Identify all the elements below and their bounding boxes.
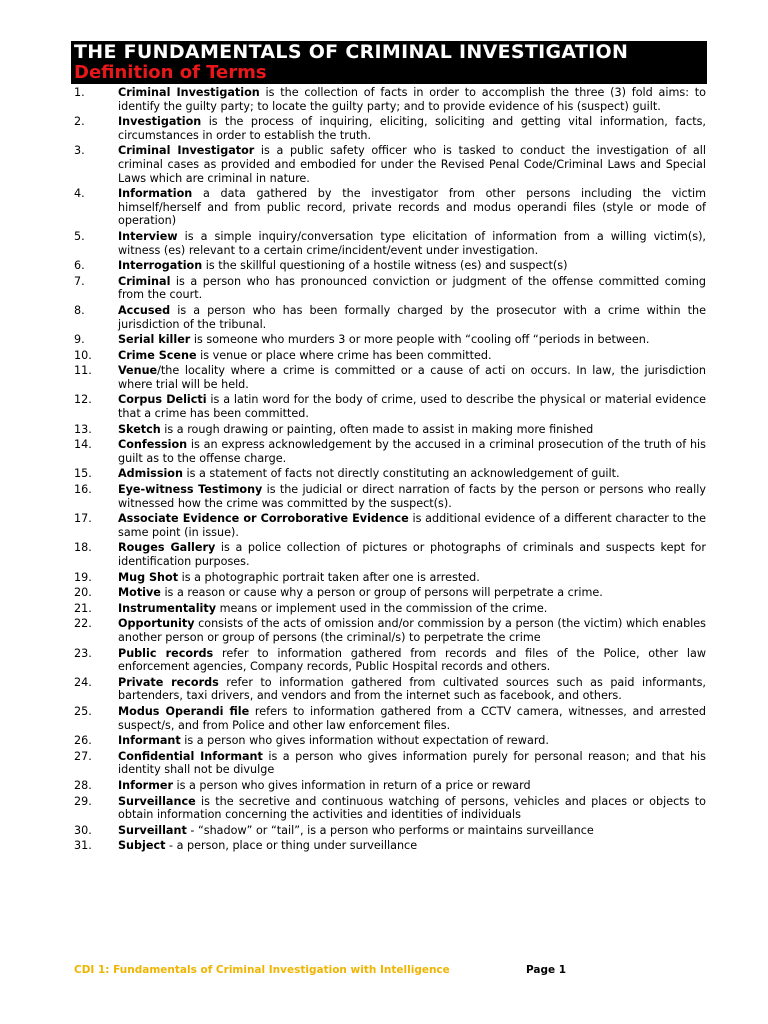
item-definition	[118, 259, 706, 273]
list-item	[74, 467, 706, 481]
item-definition	[118, 144, 706, 185]
list-item	[74, 230, 706, 257]
item-term: Accused	[118, 303, 171, 317]
item-definition	[118, 779, 706, 793]
page-footer	[74, 964, 574, 976]
item-term: Informer	[118, 778, 173, 792]
item-number: 21.	[74, 601, 92, 615]
item-number: 31.	[74, 839, 92, 853]
item-number: 22.	[74, 617, 92, 631]
item-term: Associate Evidence or Corroborative Evidence	[118, 512, 409, 526]
item-definition	[118, 617, 706, 644]
list-item	[74, 393, 706, 420]
item-definition	[118, 349, 706, 363]
item-number: 30.	[74, 823, 92, 837]
item-number: 4.	[74, 187, 85, 201]
item-number: 5.	[74, 229, 85, 243]
item-definition	[118, 750, 706, 777]
item-text: is a person who gives information in return of a price or reward	[172, 778, 531, 792]
item-definition	[118, 705, 706, 732]
item-text: - “shadow” or “tail”, is a person who performs or maintains surveillance	[186, 823, 594, 837]
item-number: 18.	[74, 541, 92, 555]
item-number: 27.	[74, 749, 92, 763]
list-item	[74, 541, 706, 568]
list-item	[74, 333, 706, 347]
item-text: is venue or place where crime has been committed.	[196, 348, 492, 362]
item-term: Information	[118, 187, 193, 201]
item-definition	[118, 86, 706, 113]
item-text: refer to information gathered from cultivated sources such as paid informants, bartenders, taxi drivers, and vendors and from the internet such as facebook, and others.	[118, 675, 706, 703]
item-number: 20.	[74, 586, 92, 600]
item-text: is the secretive and continuous watching of persons, vehicles and places or objects to obtain information concerning the activities and identities of individuals	[118, 794, 706, 822]
item-definition	[118, 541, 706, 568]
item-definition	[118, 393, 706, 420]
item-number: 8.	[74, 303, 85, 317]
item-term: Confession	[118, 438, 188, 452]
item-text: is the judicial or direct narration of facts by the person or persons who really witnessed how the crime was committed by the suspect(s).	[118, 483, 706, 510]
item-definition	[118, 512, 706, 539]
list-item	[74, 483, 706, 510]
item-definition	[118, 115, 706, 142]
item-term: Criminal Investigator	[118, 144, 255, 158]
item-definition	[118, 571, 706, 585]
list-item	[74, 364, 706, 391]
item-definition	[118, 187, 706, 228]
list-item	[74, 779, 706, 793]
item-term: Admission	[118, 467, 183, 481]
item-number: 13.	[74, 422, 92, 436]
item-term: Investigation	[118, 115, 202, 129]
item-term: Opportunity	[118, 617, 195, 631]
item-text: refer to information gathered from records and files of the Police, other law enforcement agencies, Company records, Public Hospital records and others.	[118, 646, 706, 674]
item-text: consists of the acts of omission and/or commission by a person (the victim) which enables another person or group of persons (the criminal/s) to perpetrate the crime	[118, 617, 706, 644]
item-definition	[118, 364, 706, 391]
item-number: 15.	[74, 467, 92, 481]
item-term: Sketch	[118, 422, 161, 436]
item-definition	[118, 304, 706, 331]
item-text: refers to information gathered from a CCTV camera, witnesses, and arrested suspect/s, and from Police and other law enforcement files.	[118, 704, 706, 732]
list-item	[74, 86, 706, 113]
footer-page-number: Page 1	[526, 964, 567, 976]
item-term: Rouges Gallery	[118, 541, 216, 555]
item-term: Corpus Delicti	[118, 393, 207, 407]
item-text: is a rough drawing or painting, often made to assist in making more finished	[160, 422, 594, 436]
item-number: 24.	[74, 675, 92, 689]
list-item	[74, 349, 706, 363]
item-text: /the locality where a crime is committed or a cause of acti on occurs. In law, the jurisdiction where trial will be held.	[118, 364, 706, 391]
list-item	[74, 824, 706, 838]
item-text: is a simple inquiry/conversation type elicitation of information from a willing victim(s), witness (es) relevant to a certain crime/incident/event under investigation.	[118, 229, 706, 257]
item-definition	[118, 586, 706, 600]
list-item	[74, 512, 706, 539]
item-text: is someone who murders 3 or more people with “cooling off “periods in between.	[190, 333, 650, 347]
item-number: 17.	[74, 512, 92, 526]
item-term: Informant	[118, 734, 181, 748]
item-term: Confidential Informant	[118, 749, 263, 763]
item-number: 19.	[74, 570, 92, 584]
item-number: 3.	[74, 144, 85, 158]
list-item	[74, 750, 706, 777]
list-item	[74, 676, 706, 703]
item-text: means or implement used in the commission of the crime.	[216, 601, 548, 615]
item-text: is a police collection of pictures or photographs of criminals and suspects kept for identification purposes.	[118, 541, 707, 568]
list-item	[74, 187, 706, 228]
item-number: 26.	[74, 734, 92, 748]
list-item	[74, 438, 706, 465]
header-bar	[71, 41, 707, 84]
item-definition	[118, 676, 706, 703]
definition-list	[74, 86, 706, 855]
item-text: is the collection of facts in order to accomplish the three (3) fold aims: to identify the guilty party; to locate the guilty party; and to provide evidence of his (suspect) guilt.	[118, 86, 706, 113]
item-number: 6.	[74, 259, 85, 273]
item-text: is an express acknowledgement by the accused in a criminal prosecution of the truth of his guilt as to the offense charge.	[118, 438, 706, 465]
item-term: Interrogation	[118, 259, 203, 273]
list-item	[74, 734, 706, 748]
item-term: Surveillant	[118, 823, 187, 837]
list-item	[74, 423, 706, 437]
item-term: Public records	[118, 646, 214, 660]
item-number: 28.	[74, 778, 92, 792]
item-text: is the skillful questioning of a hostile witness (es) and suspect(s)	[202, 259, 568, 273]
item-number: 9.	[74, 333, 85, 347]
list-item	[74, 304, 706, 331]
list-item	[74, 586, 706, 600]
item-term: Criminal	[118, 274, 171, 288]
item-definition	[118, 467, 706, 481]
item-text: is a person who gives information without expectation of reward.	[180, 734, 549, 748]
item-definition	[118, 824, 706, 838]
item-term: Instrumentality	[118, 601, 217, 615]
item-definition	[118, 275, 706, 302]
item-number: 10.	[74, 348, 92, 362]
item-number: 23.	[74, 646, 92, 660]
list-item	[74, 259, 706, 273]
item-text: a data gathered by the investigator from other persons including the victim himself/herself and from public record, private records and modus operandi files (style or mode of operation)	[118, 187, 706, 228]
footer-course-title: CDI 1: Fundamentals of Criminal Investigation with Intelligence	[74, 964, 450, 976]
item-text: is a statement of facts not directly constituting an acknowledgement of guilt.	[182, 467, 620, 481]
item-number: 16.	[74, 483, 92, 497]
item-term: Surveillance	[118, 794, 196, 808]
item-definition	[118, 734, 706, 748]
item-number: 29.	[74, 794, 92, 808]
item-term: Interview	[118, 229, 178, 243]
list-item	[74, 795, 706, 822]
item-text: is a person who gives information purely for personal reason; and that his identity shall not be divulge	[118, 749, 706, 777]
item-definition	[118, 438, 706, 465]
list-item	[74, 275, 706, 302]
item-term: Serial killer	[118, 333, 191, 347]
item-term: Mug Shot	[118, 570, 179, 584]
item-definition	[118, 423, 706, 437]
item-text: is a public safety officer who is tasked to conduct the investigation of all criminal cases as provided and embodied for under the Revised Penal Code/Criminal Laws and Special Laws which are criminal in nature.	[118, 144, 706, 185]
list-item	[74, 115, 706, 142]
section-subtitle: Definition of Terms	[74, 62, 267, 83]
item-number: 7.	[74, 274, 85, 288]
item-term: Subject	[118, 839, 166, 853]
item-term: Motive	[118, 586, 161, 600]
item-text: is additional evidence of a different character to the same point (in issue).	[118, 512, 707, 539]
item-number: 12.	[74, 393, 92, 407]
item-text: is a photographic portrait taken after one is arrested.	[178, 570, 480, 584]
item-text: is the process of inquiring, eliciting, soliciting and getting vital information, facts, circumstances in order to establish the truth.	[118, 115, 706, 142]
item-text: is a person who has been formally charged by the prosecutor with a crime within the jurisdiction of the tribunal.	[118, 303, 706, 331]
item-term: Venue	[118, 364, 158, 378]
list-item	[74, 647, 706, 674]
item-definition	[118, 647, 706, 674]
item-definition	[118, 230, 706, 257]
item-number: 25.	[74, 704, 92, 718]
item-definition	[118, 602, 706, 616]
item-definition	[118, 483, 706, 510]
item-number: 11.	[74, 364, 92, 378]
item-term: Eye-witness Testimony	[118, 483, 263, 497]
item-text: is a latin word for the body of crime, used to describe the physical or material evidence that a crime has been committed.	[118, 393, 706, 421]
item-number: 2.	[74, 115, 85, 129]
item-number: 14.	[74, 438, 92, 452]
item-text: - a person, place or thing under surveillance	[165, 839, 418, 853]
item-text: is a reason or cause why a person or group of persons will perpetrate a crime.	[160, 586, 603, 600]
item-term: Crime Scene	[118, 348, 197, 362]
item-definition	[118, 795, 706, 822]
item-text: is a person who has pronounced conviction or judgment of the offense committed coming from the court.	[118, 274, 706, 302]
list-item	[74, 602, 706, 616]
list-item	[74, 705, 706, 732]
page-title: THE FUNDAMENTALS OF CRIMINAL INVESTIGATION	[74, 41, 629, 63]
list-item	[74, 571, 706, 585]
item-term: Private records	[118, 675, 219, 689]
list-item	[74, 144, 706, 185]
item-term: Modus Operandi file	[118, 704, 250, 718]
item-definition	[118, 333, 706, 347]
list-item	[74, 839, 706, 853]
list-item	[74, 617, 706, 644]
item-definition	[118, 839, 706, 853]
item-number: 1.	[74, 86, 85, 99]
item-term: Criminal Investigation	[118, 86, 260, 99]
